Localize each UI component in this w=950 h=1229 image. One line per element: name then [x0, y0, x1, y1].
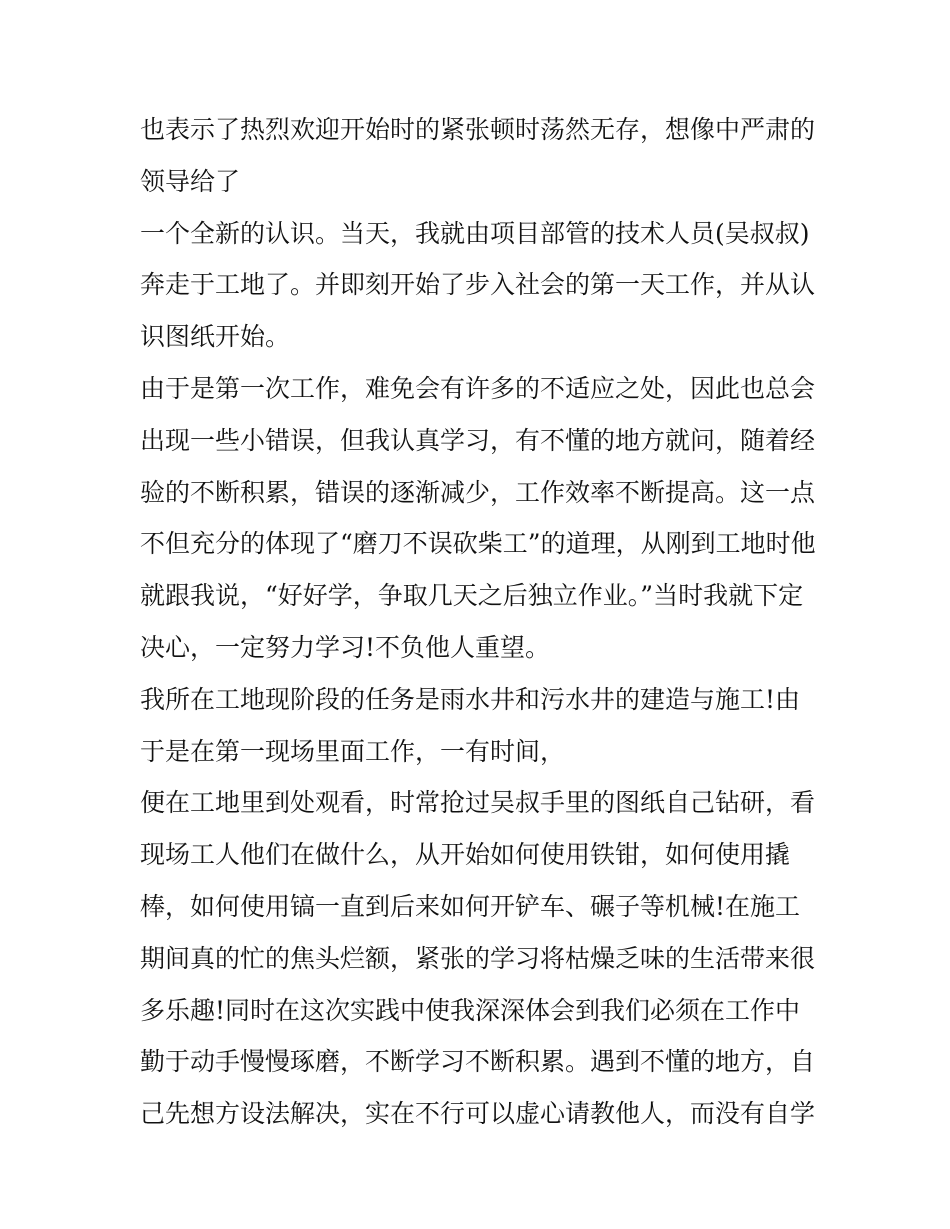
text-line: 领导给了 [140, 166, 241, 196]
body-text [140, 104, 820, 1140]
text-line: 多乐趣!同时在这次实践中使我深深体会到我们必须在工作中 [140, 995, 801, 1025]
text-line: 也表示了热烈欢迎开始时的紧张顿时荡然无存，想像中严肃的 [140, 115, 816, 144]
text-line: 验的不断积累，错误的逐渐减少，工作效率不断提高。这一点 [140, 477, 816, 507]
text-line: 出现一些小错误，但我认真学习，有不懂的地方就问，随着经 [140, 425, 816, 455]
text-line: 由于是第一次工作，难免会有许多的不适应之处，因此也总会 [140, 373, 816, 403]
text-line: 就跟我说，“好好学，争取几天之后独立作业。”当时我就下定 [140, 581, 804, 611]
text-line: 不但充分的体现了“磨刀不误砍柴工”的道理，从刚到工地时他 [140, 529, 816, 559]
text-line: 识图纸开始。 [140, 322, 291, 352]
text-line: 己先想方设法解决，实在不行可以虚心请教他人，而没有自学 [140, 1099, 816, 1129]
text-line: 勤于动手慢慢琢磨，不断学习不断积累。遇到不懂的地方，自 [140, 1047, 816, 1077]
text-line: 现场工人他们在做什么，从开始如何使用铁钳，如何使用撬 [140, 840, 791, 870]
text-line: 一个全新的认识。当天，我就由项目部管的技术人员(吴叔叔) [140, 218, 810, 248]
text-line: 决心，一定努力学习!不负他人重望。 [140, 632, 551, 662]
text-line: 我所在工地现阶段的任务是雨水井和污水井的建造与施工!由 [140, 684, 801, 714]
text-line: 于是在第一现场里面工作，一有时间， [140, 736, 566, 766]
text-line: 期间真的忙的焦头烂额，紧张的学习将枯燥乏味的生活带来很 [140, 943, 816, 973]
text-line: 奔走于工地了。并即刻开始了步入社会的第一天工作，并从认 [140, 270, 816, 300]
text-line: 便在工地里到处观看，时常抢过吴叔手里的图纸自己钻研，看 [140, 788, 816, 818]
text-line: 棒，如何使用镐一直到后来如何开铲车、碾子等机械!在施工 [140, 891, 801, 921]
